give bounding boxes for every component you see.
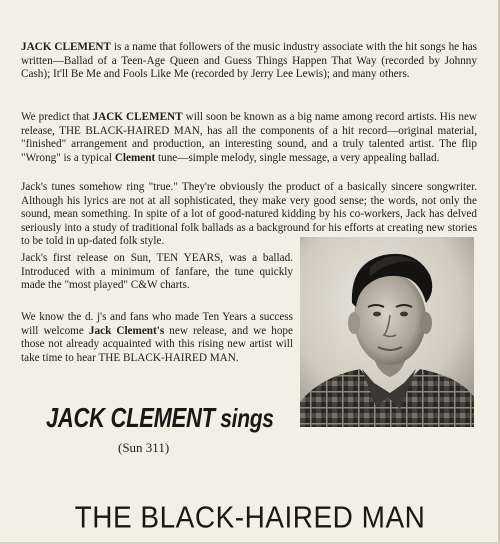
portrait-illustration bbox=[300, 237, 474, 427]
paragraph-tunes: Jack's tunes somehow ring "true." They're obviously the product of a basically sincere songwriter. Although his lyrics are not at all sophisticated, they make very good sense; the words, not only the sound, mean something. In spite of a lot of good-natured kidding by his co-workers, Jack has delved seriously into a study of traditional folk ballads as a background for his efforts at creating new stories to be told in up-dated folk style. bbox=[21, 181, 477, 248]
paragraph-intro bbox=[21, 41, 477, 82]
paragraph-prediction bbox=[21, 111, 477, 165]
paragraph-text: is a name that followers of the music industry associate with the hit songs he has written—Ballad of a Teen-Age Queen and Guess Things Happen That Way (recorded by Johnny Cash); It'll Be Me and Fools Like Me (recorded by Jerry Lee Lewis); and many others. bbox=[21, 41, 477, 81]
paragraph-text: We predict that bbox=[21, 111, 93, 123]
paragraph-text: We know the d. j's and fans who made Ten Years a success will welcome bbox=[21, 311, 293, 337]
catalog-number: (Sun 311) bbox=[118, 440, 170, 455]
artist-name-bold: JACK CLEMENT bbox=[92, 111, 183, 123]
artist-name-bold: Jack Clement's bbox=[88, 324, 165, 337]
headline-artist-name: JACK CLEMENT bbox=[46, 402, 215, 434]
paragraph-text: new release, and we hope those not already acquainted with this rising new artist will take time to hear THE BLACK-HAIRED MAN. bbox=[21, 324, 293, 364]
record-title: THE BLACK-HAIRED MAN bbox=[74, 500, 426, 535]
paragraph-text: will soon be known as a big name among record artists. His new release, THE BLACK-HAIRED MAN, has all the components of a hit record—original material, "finished" arrangement and production, an interesting sound, and a truly talented artist. The flip "Wrong" is a typical bbox=[21, 111, 477, 164]
headline bbox=[46, 402, 274, 435]
paragraph-text: tune—simple melody, single message, a very appealing ballad. bbox=[155, 151, 440, 164]
headline-suffix: sings bbox=[214, 404, 274, 434]
paragraph-closing bbox=[21, 311, 293, 365]
paragraph-first-release: Jack's first release on Sun, TEN YEARS, was a ballad. Introduced with a minimum of fanfare, the tune quickly made the "most played" C&W charts. bbox=[21, 252, 293, 292]
artist-name-bold: Clement bbox=[114, 151, 156, 164]
artist-portrait-photo bbox=[300, 237, 474, 427]
artist-name-bold: JACK CLEMENT bbox=[21, 41, 111, 53]
